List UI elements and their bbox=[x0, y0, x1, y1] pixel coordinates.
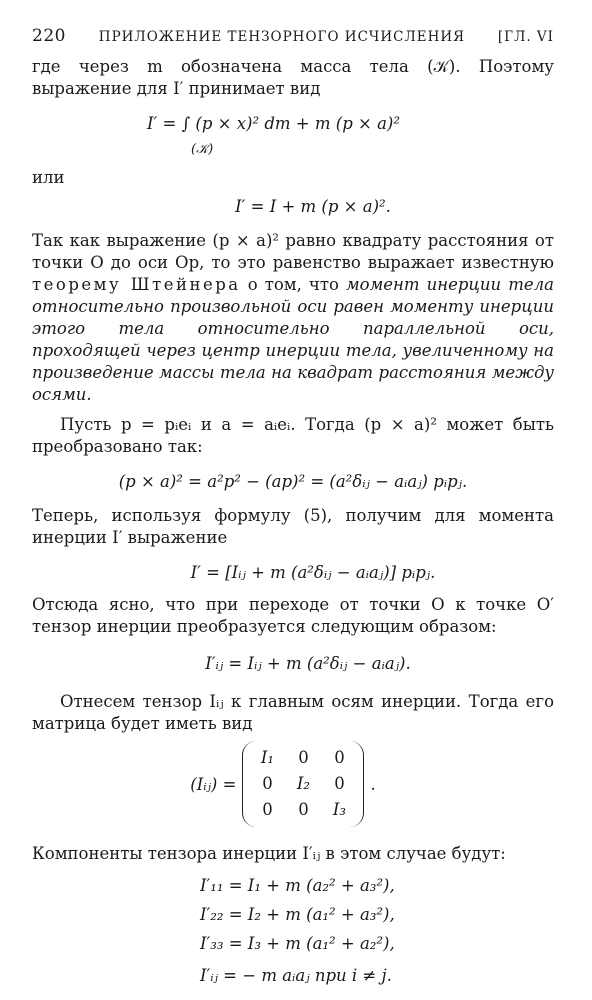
inertia-matrix-equation bbox=[32, 741, 554, 827]
equation-5: I′ᵢⱼ = Iᵢⱼ + m (a²δᵢⱼ − aᵢaⱼ). bbox=[205, 654, 411, 673]
matrix-cell: 0 bbox=[334, 748, 345, 767]
matrix-cell: 0 bbox=[298, 800, 309, 819]
matrix-cell: 0 bbox=[298, 748, 309, 767]
matrix-cell: I₂ bbox=[296, 774, 310, 793]
paragraph-2 bbox=[32, 230, 554, 406]
equation-1-main: I′ = ∫ (p × x)² dm + m (p × a)² bbox=[147, 114, 400, 133]
chapter-label: [ГЛ. VI bbox=[497, 29, 554, 45]
equation-3: (p × a)² = a²p² − (ap)² = (a²δᵢⱼ − aᵢaⱼ) pᵢpⱼ. bbox=[118, 472, 468, 491]
component-line: I′ᵢⱼ = − m aᵢaⱼ при i ≠ j. bbox=[200, 966, 392, 985]
paragraph-1: где через m обозначена масса тела (𝒦). Поэтому выражение для I′ принимает вид bbox=[32, 57, 554, 98]
component-line: I′₃₃ = I₃ + m (a₁² + a₂²), bbox=[200, 934, 395, 953]
matrix-cell: 0 bbox=[262, 774, 273, 793]
running-title: ПРИЛОЖЕНИЕ ТЕНЗОРНОГО ИСЧИСЛЕНИЯ bbox=[98, 29, 466, 45]
paragraph-2-start: Так как выражение (p × a)² равно квадрату расстояния от точки O до оси Op, то это равенство выражает известную bbox=[32, 231, 554, 272]
equation-1 bbox=[32, 114, 554, 164]
paragraph-2-mid: о том, что bbox=[240, 275, 346, 294]
component-line: I′₁₁ = I₁ + m (a₂² + a₃²), bbox=[200, 876, 395, 895]
equation-1-subscript: (𝒦) bbox=[191, 142, 214, 157]
matrix-lhs: (Iᵢⱼ) = bbox=[190, 774, 237, 794]
equation-2: I′ = I + m (p × a)². bbox=[235, 197, 391, 216]
tensor-components bbox=[32, 871, 554, 990]
paragraph-6: Отнесем тензор Iᵢⱼ к главным осям инерции. Тогда его матрица будет иметь вид bbox=[32, 692, 554, 733]
component-line: I′₂₂ = I₂ + m (a₁² + a₃²), bbox=[200, 905, 395, 924]
steiner-theorem: теорему Штейнера bbox=[32, 275, 241, 294]
matrix-cell: I₃ bbox=[332, 800, 346, 819]
paragraph-7: Компоненты тензора инерции I′ᵢⱼ в этом случае будут: bbox=[32, 844, 506, 863]
matrix-cell: 0 bbox=[334, 774, 345, 793]
paragraph-4: Теперь, используя формулу (5), получим для момента инерции I′ выражение bbox=[32, 506, 554, 547]
paragraph-5: Отсюда ясно, что при переходе от точки O к точке O′ тензор инерции преобразуется следующим образом: bbox=[32, 595, 554, 636]
theorem-statement: момент инерции тела относительно произвольной оси равен моменту инерции этого тела относительно параллельной оси, проходящей через центр инерции тела, увеличенному на произведение массы тела на квадрат расстояния между осями. bbox=[32, 275, 554, 404]
paragraph-3: Пусть p = pᵢeᵢ и a = aᵢeᵢ. Тогда (p × a)² может быть преобразовано так: bbox=[32, 415, 554, 456]
equation-4: I′ = [Iᵢⱼ + m (a²δᵢⱼ − aᵢaⱼ)] pᵢpⱼ. bbox=[190, 563, 436, 582]
word-ili: или bbox=[32, 168, 65, 187]
running-header bbox=[32, 26, 554, 56]
page bbox=[32, 26, 554, 990]
inertia-matrix bbox=[242, 741, 364, 827]
matrix-cell: 0 bbox=[262, 800, 273, 819]
page-number: 220 bbox=[32, 26, 66, 46]
matrix-cell: I₁ bbox=[260, 748, 274, 767]
matrix-end: . bbox=[370, 774, 376, 794]
